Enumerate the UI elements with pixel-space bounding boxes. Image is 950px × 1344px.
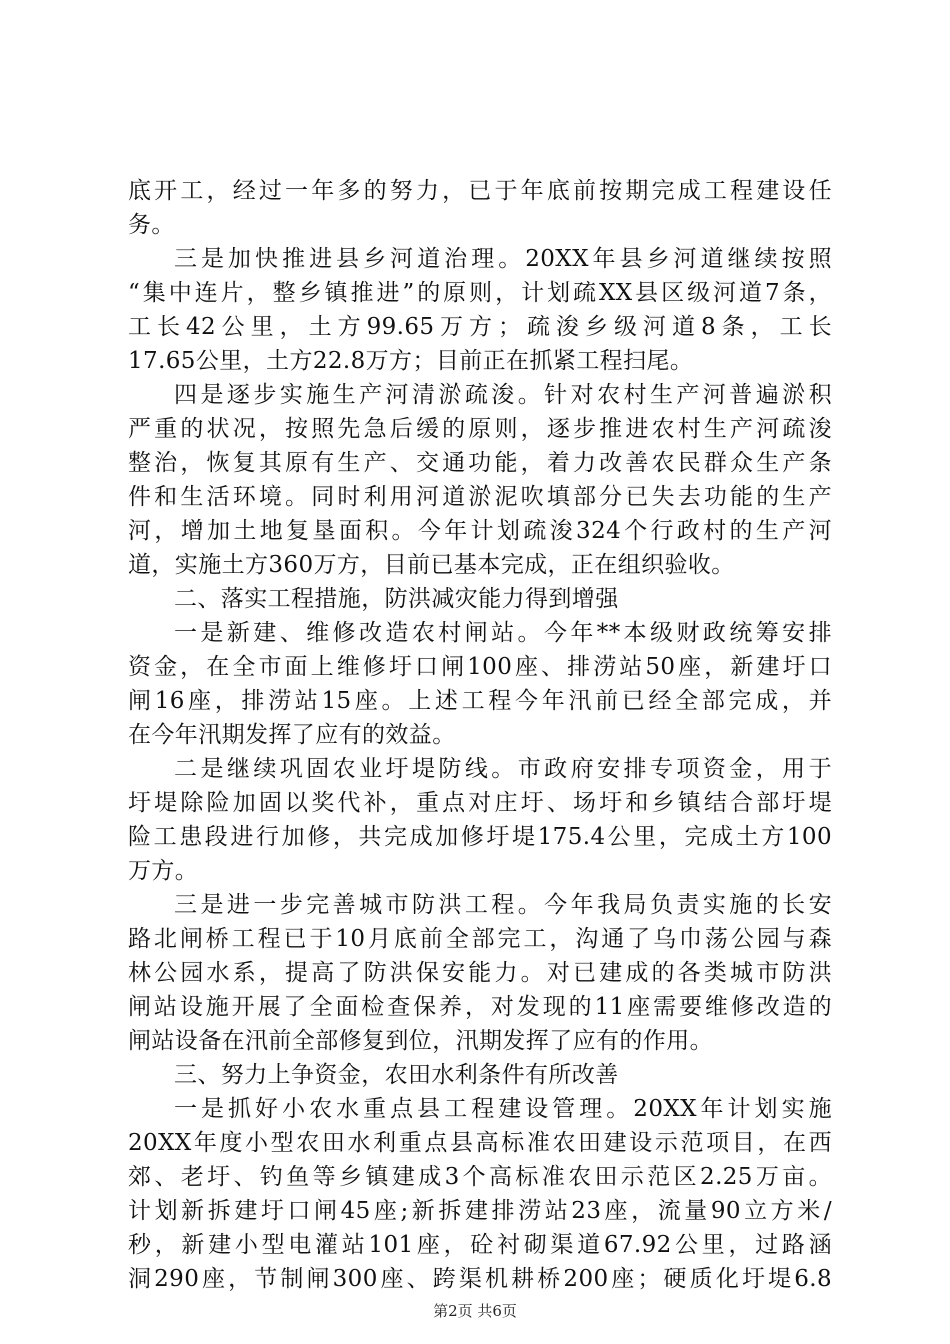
- text-line: 件和生活环境。同时利用河道淤泥吹填部分已失去功能的生产: [128, 484, 832, 510]
- text-line: 三是进一步完善城市防洪工程。今年我局负责实施的长安: [174, 892, 832, 918]
- text-line: 郊、老圩、钓鱼等乡镇建成3个高标准农田示范区2.25万亩。: [128, 1164, 832, 1190]
- text-line: 万方。: [128, 858, 199, 884]
- section-heading: 三、努力上争资金，农田水利条件有所改善: [174, 1062, 619, 1088]
- text-line: 一是新建、维修改造农村闸站。今年**本级财政统筹安排: [174, 620, 832, 646]
- document-body: [128, 174, 832, 1296]
- text-line: 林公园水系，提高了防洪保安能力。对已建成的各类城市防洪: [128, 960, 832, 986]
- text-line: 圩堤除险加固以奖代补，重点对庄圩、场圩和乡镇结合部圩堤: [128, 790, 832, 816]
- text-line: “集中连片，整乡镇推进”的原则，计划疏XX县区级河道7条，: [128, 280, 832, 306]
- section-heading: 二、落实工程措施，防洪减灾能力得到增强: [174, 586, 619, 612]
- text-line: 秒，新建小型电灌站101座，砼衬砌渠道67.92公里，过路涵: [128, 1232, 832, 1258]
- text-line: 险工患段进行加修，共完成加修圩堤175.4公里，完成土方100: [128, 824, 832, 850]
- text-line: 闸站设施开展了全面检查保养，对发现的11座需要维修改造的: [128, 994, 832, 1020]
- text-line: 工长42公里，土方99.65万方；疏浚乡级河道8条，工长: [128, 314, 832, 340]
- text-line: 四是逐步实施生产河清淤疏浚。针对农村生产河普遍淤积: [174, 382, 832, 408]
- text-line: 河，增加土地复垦面积。今年计划疏浚324个行政村的生产河: [128, 518, 832, 544]
- text-line: 资金，在全市面上维修圩口闸100座、排涝站50座，新建圩口: [128, 654, 832, 680]
- text-line: 一是抓好小农水重点县工程建设管理。20XX年计划实施: [174, 1096, 832, 1122]
- text-line: 二是继续巩固农业圩堤防线。市政府安排专项资金，用于: [174, 756, 832, 782]
- text-line: 计划新拆建圩口闸45座;新拆建排涝站23座，流量90立方米/: [128, 1198, 832, 1224]
- text-line: 严重的状况，按照先急后缓的原则，逐步推进农村生产河疏浚: [128, 416, 832, 442]
- page-footer: 第2页 共6页: [433, 1302, 517, 1320]
- text-line: 路北闸桥工程已于10月底前全部完工，沟通了乌巾荡公园与森: [128, 926, 832, 952]
- text-line: 道，实施土方360万方，目前已基本完成，正在组织验收。: [128, 552, 735, 578]
- text-line: 整治，恢复其原有生产、交通功能，着力改善农民群众生产条: [128, 450, 832, 476]
- text-line: 17.65公里，土方22.8万方；目前正在抓紧工程扫尾。: [128, 348, 694, 374]
- text-line: 洞290座，节制闸300座、跨渠机耕桥200座；硬质化圩堤6.8: [128, 1266, 832, 1292]
- text-line: 务。: [128, 212, 175, 238]
- text-line: 底开工，经过一年多的努力，已于年底前按期完成工程建设任: [128, 178, 832, 204]
- text-line: 三是加快推进县乡河道治理。20XX年县乡河道继续按照: [174, 246, 832, 272]
- text-line: 闸站设备在汛前全部修复到位，汛期发挥了应有的作用。: [128, 1028, 713, 1054]
- text-line: 在今年汛期发挥了应有的效益。: [128, 722, 456, 748]
- text-line: 闸16座，排涝站15座。上述工程今年汛前已经全部完成，并: [128, 688, 832, 714]
- text-line: 20XX年度小型农田水利重点县高标准农田建设示范项目，在西: [128, 1130, 832, 1156]
